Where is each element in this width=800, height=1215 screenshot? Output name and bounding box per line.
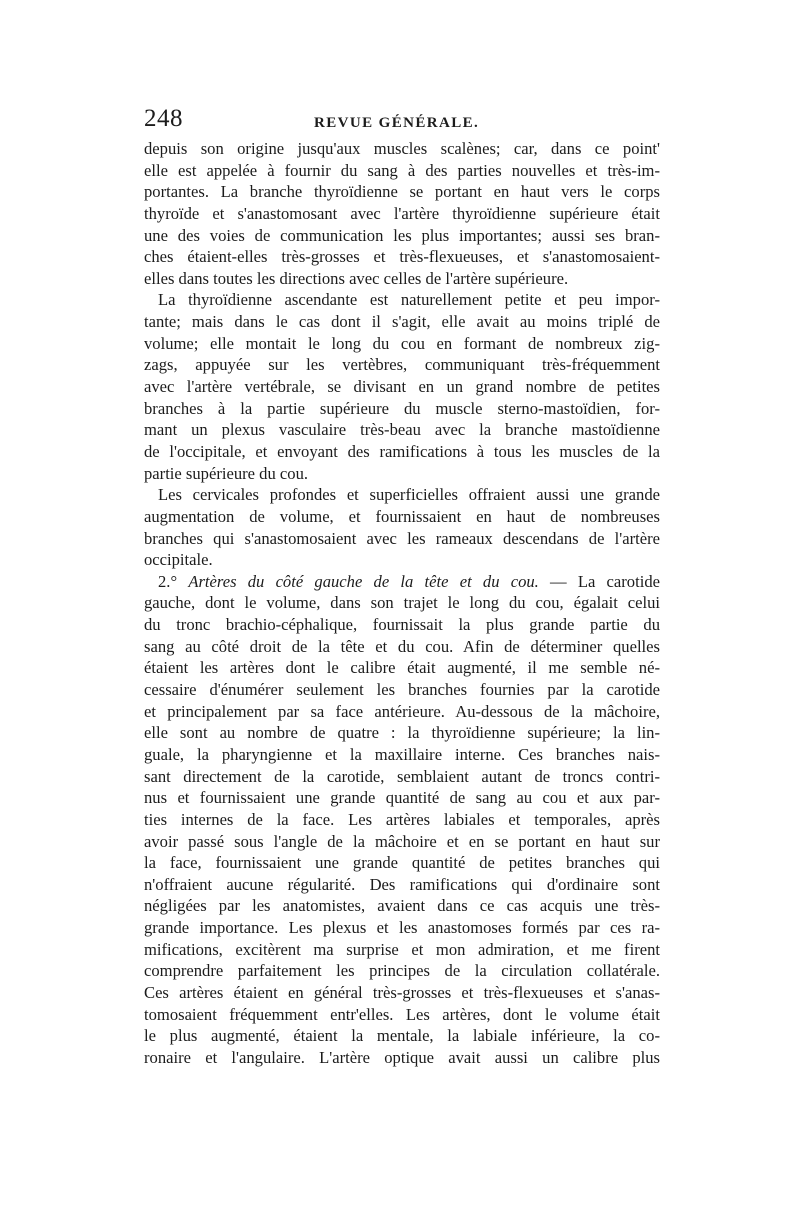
text-line: La thyroïdienne ascendante est naturellement petite et peu impor- xyxy=(158,290,660,310)
text-line: depuis son origine jusqu'aux muscles scalènes; car, dans ce point' xyxy=(144,139,660,158)
text-line: sant directement de la carotide, semblaient autant de troncs contri- xyxy=(144,766,660,786)
text-line: elles dans toutes les directions avec celles de l'artère supérieure. xyxy=(144,268,569,288)
text-line: étaient les artères dont le calibre était augmenté, il me semble né- xyxy=(144,658,660,678)
text-line: cessaire d'énumérer seulement les branches fournies par la carotide xyxy=(144,680,660,700)
text-line: grande importance. Les plexus et les anastomoses formés par ces ra- xyxy=(144,918,660,938)
text-line: sang au côté droit de la tête et du cou. Afin de déterminer quelles xyxy=(144,636,660,656)
text-line: branches à la partie supérieure du muscle sterno-mastoïdien, for- xyxy=(144,398,660,418)
text-line: n'offraient aucune régularité. Des ramifications qui d'ordinaire sont xyxy=(144,874,660,894)
text-line: négligées par les anatomistes, avaient dans ce cas acquis une très- xyxy=(144,896,660,916)
text-line: une des voies de communication les plus importantes; aussi ses bran- xyxy=(144,225,660,245)
text-line: la face, fournissaient une grande quantité de petites branches qui xyxy=(144,853,660,873)
text-line: ches étaient-elles très-grosses et très-flexueuses, et s'anastomosaient- xyxy=(144,247,660,267)
text-line: mifications, excitèrent ma surprise et mon admiration, et me firent xyxy=(144,939,660,959)
section-heading-line xyxy=(144,571,660,593)
text-line: et principalement par sa face antérieure. Au-dessous de la mâchoire, xyxy=(144,701,660,721)
text-line: volume; elle montait le long du cou en formant de nombreux zig- xyxy=(144,333,660,353)
text-line: de l'occipitale, et envoyant des ramifications à tous les muscles de la xyxy=(144,441,660,461)
text-line: ties internes de la face. Les artères labiales et temporales, après xyxy=(144,809,660,829)
text-line: branches qui s'anastomosaient avec les rameaux descendans de l'artère xyxy=(144,528,660,548)
running-head: REVUE GÉNÉRALE. xyxy=(314,115,480,131)
text-line: tomosaient fréquemment entr'elles. Les artères, dont le volume était xyxy=(144,1004,660,1024)
text-line: portantes. La branche thyroïdienne se portant en haut vers le corps xyxy=(144,182,660,202)
text-line: occipitale. xyxy=(144,550,213,570)
section-number: 2.° xyxy=(158,571,178,591)
text-line: Ces artères étaient en général très-grosses et très-flexueuses et s'anas- xyxy=(144,982,660,1002)
text-line: Les cervicales profondes et superficielles offraient aussi une grande xyxy=(158,485,660,505)
text-line: zags, appuyée sur les vertèbres, communiquant très-fréquemment xyxy=(144,355,660,375)
text-line: gauche, dont le volume, dans son trajet le long du cou, égalait celui xyxy=(144,593,660,613)
text-line: ronaire et l'angulaire. L'artère optique avait aussi un calibre plus xyxy=(144,1047,660,1067)
text-line: tante; mais dans le cas dont il s'agit, elle avait au moins triplé de xyxy=(144,312,660,332)
body-text xyxy=(144,138,660,1069)
page-number: 248 xyxy=(144,105,183,132)
text-line: guale, la pharyngienne et la maxillaire interne. Ces branches nais- xyxy=(144,744,660,764)
text-line: nus et fournissaient une grande quantité de sang au cou et aux par- xyxy=(144,788,660,808)
text-line: elle sont au nombre de quatre : la thyroïdienne supérieure; la lin- xyxy=(144,723,660,743)
section-title: Artères du côté gauche de la tête et du cou. xyxy=(188,571,539,591)
text-line: avoir passé sous l'angle de la mâchoire et en se portant en haut sur xyxy=(144,831,660,851)
text-line: le plus augmenté, étaient la mentale, la labiale inférieure, la co- xyxy=(144,1026,660,1046)
text-line: elle est appelée à fournir du sang à des parties nouvelles et très-im- xyxy=(144,160,660,180)
section-lead: — La carotide xyxy=(550,571,660,591)
text-line: partie supérieure du cou. xyxy=(144,463,309,483)
page-header xyxy=(144,104,660,136)
text-line: comprendre parfaitement les principes de la circulation collatérale. xyxy=(144,961,660,981)
text-line: avec l'artère vertébrale, se divisant en un grand nombre de petites xyxy=(144,377,660,397)
text-line: mant un plexus vasculaire très-beau avec la branche mastoïdienne xyxy=(144,420,660,440)
text-line: du tronc brachio-céphalique, fournissait la plus grande partie du xyxy=(144,615,660,635)
text-line: thyroïde et s'anastomosant avec l'artère thyroïdienne supérieure était xyxy=(144,203,660,223)
text-line: augmentation de volume, et fournissaient en haut de nombreuses xyxy=(144,506,660,526)
